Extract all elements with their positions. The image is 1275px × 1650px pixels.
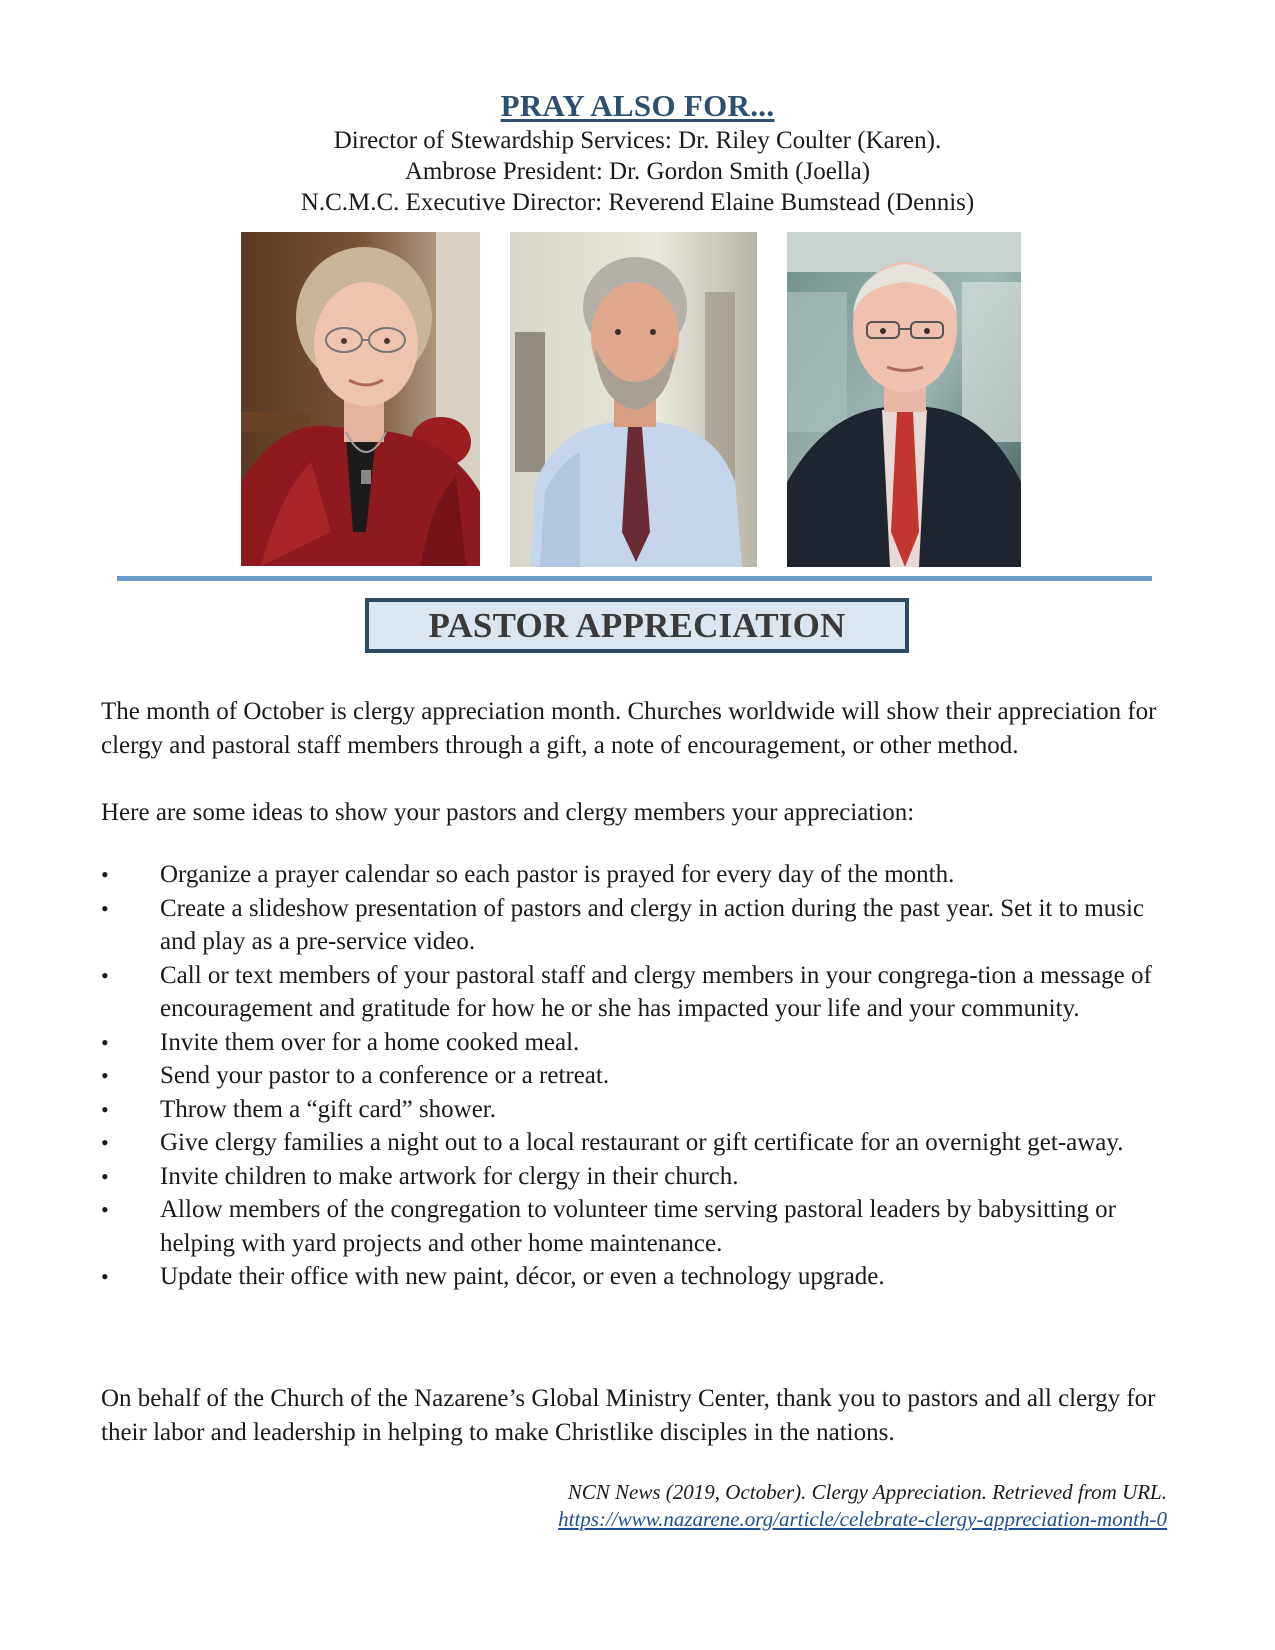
bullet-icon: • bbox=[101, 895, 109, 921]
list-item-text: Invite children to make artwork for clergy in their church. bbox=[160, 1162, 739, 1190]
list-item bbox=[101, 858, 1181, 892]
list-item-text: Update their office with new paint, décor, or even a technology upgrade. bbox=[160, 1263, 885, 1290]
pray-line-ncmc: N.C.M.C. Executive Director: Reverend Elaine Bumstead (Dennis) bbox=[300, 189, 975, 216]
list-item-text: Throw them a “gift card” shower. bbox=[160, 1095, 496, 1123]
citation bbox=[558, 1479, 1167, 1533]
list-item bbox=[101, 1193, 1181, 1260]
citation-source: NCN News (2019, October). Clergy Appreciation. Retrieved from URL. bbox=[567, 1480, 1167, 1504]
bullet-icon: • bbox=[101, 1130, 109, 1155]
list-item-text: Send your pastor to a conference or a retreat. bbox=[160, 1062, 610, 1089]
bullet-icon: • bbox=[101, 1264, 109, 1289]
list-item bbox=[101, 1059, 1181, 1093]
portrait-photo-man-in-suit bbox=[787, 232, 1021, 567]
pray-also-for-heading: PRAY ALSO FOR... bbox=[500, 88, 775, 123]
list-item-text: Organize a prayer calendar so each pastor is prayed for every day of the month. bbox=[160, 861, 955, 888]
section-divider bbox=[117, 576, 1152, 581]
list-item bbox=[101, 1260, 1181, 1294]
list-item bbox=[101, 1126, 1181, 1160]
list-item bbox=[101, 1026, 1181, 1060]
ideas-intro-paragraph: Here are some ideas to show your pastors and clergy members your appreciation: bbox=[101, 799, 915, 826]
pray-line-ambrose: Ambrose President: Dr. Gordon Smith (Joella) bbox=[404, 158, 871, 185]
intro-paragraph: The month of October is clergy appreciation month. Churches worldwide will show their appreciation for clergy and pastoral staff members through a gift, a note of encouragement, or other method. bbox=[101, 698, 1157, 759]
bullet-icon: • bbox=[101, 1096, 109, 1122]
citation-link[interactable]: https://www.nazarene.org/article/celebrate-clergy-appreciation-month-0 bbox=[558, 1507, 1167, 1531]
list-item-text: Call or text members of your pastoral staff and clergy members in your congrega-tion a message of encouragement and gratitude for how he or she has impacted your life and your community. bbox=[160, 961, 1152, 1022]
pray-line-stewardship: Director of Stewardship Services: Dr. Riley Coulter (Karen). bbox=[333, 127, 942, 154]
ideas-list bbox=[101, 858, 1181, 1294]
list-item bbox=[101, 1160, 1181, 1194]
closing-paragraph: On behalf of the Church of the Nazarene’s Global Ministry Center, thank you to pastors and all clergy for their labor and leadership in helping to make Christlike disciples in the nations. bbox=[101, 1385, 1156, 1446]
bullet-icon: • bbox=[101, 1029, 109, 1055]
bullet-icon: • bbox=[101, 1197, 109, 1222]
pray-list bbox=[0, 125, 1275, 218]
list-item bbox=[101, 892, 1181, 959]
list-item-text: Create a slideshow presentation of pastors and clergy in action during the past year. Set it to music and play as a pre-service video. bbox=[160, 894, 1145, 955]
list-item bbox=[101, 1093, 1181, 1127]
section-title-box bbox=[365, 598, 909, 653]
list-item-text: Invite them over for a home cooked meal. bbox=[160, 1028, 580, 1056]
list-item-text: Allow members of the congregation to volunteer time serving pastoral leaders by babysitting or helping with yard projects and other home maintenance. bbox=[160, 1196, 1117, 1257]
bullet-icon: • bbox=[101, 962, 109, 988]
portrait-photo-woman bbox=[241, 232, 480, 566]
portrait-photo-bearded-man bbox=[510, 232, 757, 567]
list-item bbox=[101, 959, 1181, 1026]
bullet-icon: • bbox=[101, 1063, 109, 1088]
list-item-text: Give clergy families a night out to a local restaurant or gift certificate for an overnight get-away. bbox=[160, 1129, 1124, 1156]
bullet-icon: • bbox=[101, 862, 109, 887]
section-title: PASTOR APPRECIATION bbox=[428, 605, 846, 645]
bullet-icon: • bbox=[101, 1163, 109, 1189]
